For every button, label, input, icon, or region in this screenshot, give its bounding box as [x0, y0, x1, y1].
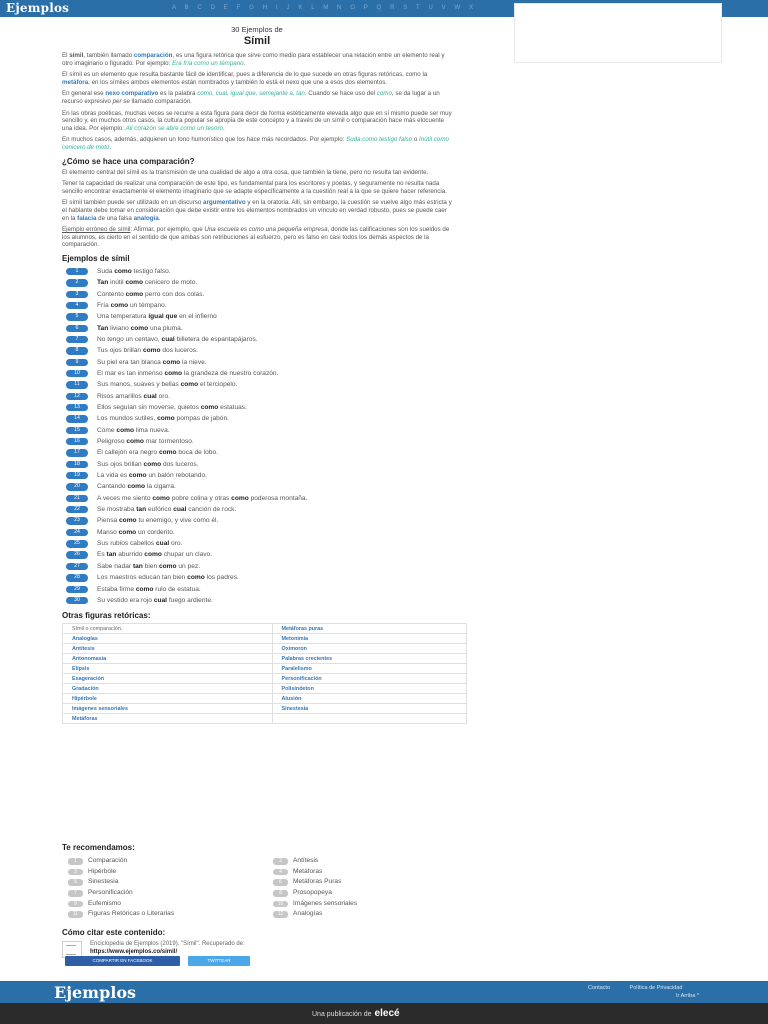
- paragraph: El símil es un elemento que resulta bastante fácil de identificar, pues a diferencia de lo que sucede en otras figuras retóricas, como la metáfora, en los símiles ambos elementos están nombrados y también lo está el nexo que une a esos dos elementos.: [62, 71, 428, 86]
- figure-link[interactable]: Símil o comparación.: [63, 624, 273, 634]
- ad-slot: [514, 3, 722, 63]
- paragraph: Ejemplo erróneo de símil: Afirmar, por ejemplo, que Una escuela es como una pequeña empresa, donde las calificaciones son los sueldos de los alumnos, es cierto en el sentido de que ambas son retribuciones al esfuerzo, pero es falso en casi todos los demás aspectos de la comparación.: [62, 226, 450, 249]
- recommendation-label: Imágenes sensoriales: [293, 899, 358, 907]
- table-row: [63, 664, 467, 674]
- section-heading: Ejemplos de símil: [62, 253, 130, 263]
- recommendations: [62, 838, 482, 920]
- list-item: 23 Piensa como tu enemigo, y vive como él.: [62, 515, 452, 526]
- recommendation-link[interactable]: [62, 856, 267, 867]
- list-item: 21 A veces me siento como pobre colina y otras como poderosa montaña.: [62, 493, 452, 504]
- figure-link[interactable]: Oxímoron: [272, 644, 466, 654]
- recommendation-number-badge: 11: [68, 911, 83, 918]
- example-number-badge: 4: [66, 302, 88, 309]
- example-number-badge: 27: [66, 563, 88, 570]
- recommendation-label: Analogías: [293, 910, 323, 918]
- recommendation-label: Personificación: [88, 889, 133, 897]
- recommendation-link[interactable]: [267, 909, 472, 920]
- list-item: 5 Una temperatura igual que en el infierno: [62, 311, 452, 322]
- list-item: 4 Fría como un témpano.: [62, 300, 452, 311]
- paragraph: En muchos casos, además, adquieren un tono humorístico que los hace más recordados. Por ejemplo: Suda como testigo falso o Inútil como cenicero de moto.: [62, 136, 449, 151]
- link-argumentativo[interactable]: argumentativo: [203, 199, 246, 207]
- example-number-badge: 8: [66, 347, 88, 354]
- recommendation-number-badge: 7: [68, 890, 83, 897]
- list-item: 13 Ellos seguían sin moverse, quietos como estatuas.: [62, 402, 452, 413]
- list-item: 7 No tengo un centavo, cual billetera de espantapájaros.: [62, 334, 452, 345]
- figure-link[interactable]: Exageración: [63, 674, 273, 684]
- list-item: 10 El mar es tan inmenso como la grandeza de nuestro corazón.: [62, 368, 452, 379]
- site-logo[interactable]: Ejemplos: [6, 1, 70, 15]
- recommendation-link[interactable]: [267, 856, 472, 867]
- section-heading: Te recomendamos:: [62, 843, 135, 852]
- figure-link[interactable]: Metáforas puras: [272, 624, 466, 634]
- recommendations-grid: [62, 856, 482, 920]
- page-title: Símil: [243, 35, 271, 47]
- link-falacia[interactable]: falacia: [77, 214, 97, 222]
- recommendation-number-badge: 4: [273, 869, 288, 876]
- example-number-badge: 14: [66, 415, 88, 422]
- list-item: 15 Come como lima nueva.: [62, 425, 452, 436]
- share-twitter-button[interactable]: TWITTEAR: [188, 956, 250, 966]
- table-row: [63, 644, 467, 654]
- figure-link[interactable]: Imágenes sensoriales: [63, 704, 273, 714]
- recommendation-number-badge: 2: [273, 858, 288, 865]
- example-number-badge: 18: [66, 461, 88, 468]
- table-row: [63, 714, 467, 724]
- list-item: 1 Suda como testigo falso.: [62, 266, 452, 277]
- list-item: 8 Tus ojos brillan como dos luceros.: [62, 345, 452, 356]
- list-item: 30 Su vestido era rojo cual fuego ardiente.: [62, 595, 452, 606]
- example-number-badge: 5: [66, 313, 88, 320]
- example-number-badge: 12: [66, 393, 88, 400]
- list-item: 14 Los mundos sutiles, como pompas de jabón.: [62, 413, 452, 424]
- section-heading: ¿Cómo se hace una comparación?: [62, 156, 195, 166]
- list-item: 26 Es tan aburrido como chupar un clavo.: [62, 549, 452, 560]
- recommendation-label: Hipérbole: [88, 867, 117, 875]
- recommendation-link[interactable]: [62, 909, 267, 920]
- example-number-badge: 7: [66, 336, 88, 343]
- list-item: 19 La vida es como un balón rebotando.: [62, 470, 452, 481]
- list-item: 22 Se mostraba tan eufórico cual canción de rock.: [62, 504, 452, 515]
- list-item: 20 Cantando como la cigarra.: [62, 481, 452, 492]
- list-item: 16 Peligroso como mar tormentoso.: [62, 436, 452, 447]
- figure-link[interactable]: Metonimia: [272, 634, 466, 644]
- figure-link[interactable]: Gradación: [63, 684, 273, 694]
- list-item: 25 Sus rubios cabellos cual oro.: [62, 538, 452, 549]
- recommendation-number-badge: 10: [273, 901, 288, 908]
- recommendation-label: Sinestesia: [88, 878, 119, 886]
- recommendation-link[interactable]: [267, 877, 472, 888]
- example-number-badge: 28: [66, 574, 88, 581]
- list-item: 18 Sus ojos brillan como dos luceros.: [62, 459, 452, 470]
- recommendation-link[interactable]: [267, 899, 472, 910]
- recommendation-label: Prosopopeya: [293, 889, 332, 897]
- section-heading: Cómo citar este contenido:: [62, 928, 166, 937]
- example-number-badge: 26: [66, 551, 88, 558]
- example-number-badge: 9: [66, 359, 88, 366]
- list-item: 29 Estaba firme como rulo de estatua.: [62, 584, 452, 595]
- paragraph: Tener la capacidad de realizar una comparación de este tipo, es fundamental para los escritores y poetas, y seguramente no resulta nada sencillo encontrar exactamente el elemento imaginario que se adapte específicamente a la cuestión real a la que se quiere hacer referencia.: [62, 180, 447, 195]
- link-nexo-comparativo[interactable]: nexo comparativo: [105, 90, 159, 98]
- paragraph: El elemento central del símil es la transmisión de una cualidad de algo a otra cosa, que también la tiene, pero no resulta tan evidente.: [62, 168, 429, 176]
- figure-link[interactable]: Polisíndeton: [272, 684, 466, 694]
- figure-link[interactable]: Sinestesia: [272, 704, 466, 714]
- article-supertitle: 30 Ejemplos de: [231, 25, 283, 34]
- contacto-link[interactable]: Contacto: [588, 985, 611, 991]
- citation-url[interactable]: https://www.ejemplos.co/simil/: [90, 948, 178, 955]
- example-number-badge: 21: [66, 495, 88, 502]
- examples-list: [62, 266, 452, 606]
- recommendation-number-badge: 6: [273, 879, 288, 886]
- article: [62, 22, 452, 724]
- figure-link[interactable]: Alusión: [272, 694, 466, 704]
- recommendation-number-badge: 5: [68, 879, 83, 886]
- recommendation-number-badge: 9: [68, 901, 83, 908]
- example-number-badge: 25: [66, 540, 88, 547]
- list-item: 3 Contento como perro con dos colas.: [62, 289, 452, 300]
- paragraph: En las obras poéticas, muchas veces se recurre a esta figura para decir de forma estéticamente elevada algo que en sí mismo puede ser muy sencillo y, en muchos otros casos, la cultura popular se apropia de este concepto y a través de un símil o comparación hace más elocuente una idea. Por ejemplo: Ali corazón se abre como un tesoro.: [62, 109, 452, 132]
- example-number-badge: 11: [66, 381, 88, 388]
- example-number-badge: 10: [66, 370, 88, 377]
- example-number-badge: 22: [66, 506, 88, 513]
- recommendation-label: Metáforas Puras: [293, 878, 342, 886]
- table-row: [63, 694, 467, 704]
- table-row: [63, 624, 467, 634]
- figure-link[interactable]: Analogías: [63, 634, 273, 644]
- recommendation-link[interactable]: [62, 867, 267, 878]
- list-item: 2 Tan inútil como cenicero de moto.: [62, 277, 452, 288]
- figure-link[interactable]: Metáforas: [63, 714, 273, 724]
- table-row: [63, 654, 467, 664]
- back-to-top-link[interactable]: Ir Arriba ^: [676, 993, 700, 999]
- table-row: [63, 704, 467, 714]
- figure-link[interactable]: Paralelismo: [272, 664, 466, 674]
- figure-link: [272, 714, 466, 724]
- recommendation-link[interactable]: [267, 867, 472, 878]
- recommendation-label: Metáforas: [293, 867, 323, 875]
- recommendation-link[interactable]: [267, 888, 472, 899]
- recommendation-number-badge: 1: [68, 858, 83, 865]
- example-number-badge: 16: [66, 438, 88, 445]
- citation: [62, 923, 482, 958]
- recommendation-number-badge: 8: [273, 890, 288, 897]
- share-facebook-button[interactable]: COMPARTIR EN FACEBOOK: [65, 956, 180, 966]
- publisher-bar: [0, 1003, 768, 1024]
- list-item: 17 El callejón era negro como boca de lobo.: [62, 447, 452, 458]
- example-number-badge: 29: [66, 586, 88, 593]
- example-number-badge: 15: [66, 427, 88, 434]
- list-item: 27 Sabe nadar tan bien como un pez.: [62, 561, 452, 572]
- recommendation-link[interactable]: [62, 888, 267, 899]
- footer-logo[interactable]: Ejemplos: [54, 983, 137, 1002]
- list-item: 24 Manso como un corderito.: [62, 527, 452, 538]
- figure-link[interactable]: Antítesis: [63, 644, 273, 654]
- paragraph: El símil, también llamado comparación, es una figura retórica que sirve como medio para establecer una relación entre un elemento real y otro imaginario o figurado. Por ejemplo: Era fría como un témpano.: [62, 52, 445, 67]
- example-number-badge: 17: [66, 449, 88, 456]
- example-number-badge: 19: [66, 472, 88, 479]
- list-item: 28 Los maestros educan tan bien como los padres.: [62, 572, 452, 583]
- publisher-label: Una publicación de: [312, 1011, 372, 1018]
- recommendation-number-badge: 3: [68, 869, 83, 876]
- recommendation-label: Eufemismo: [88, 899, 121, 907]
- example-number-badge: 6: [66, 325, 88, 332]
- example-number-badge: 13: [66, 404, 88, 411]
- list-item: 9 Su piel era tan blanca como la nieve.: [62, 357, 452, 368]
- link-comparacion[interactable]: comparación: [133, 52, 173, 59]
- figure-link[interactable]: Elipsis: [63, 664, 273, 674]
- list-item: 12 Risos amarillos cual oro.: [62, 391, 452, 402]
- recommendation-label: Antítesis: [293, 857, 319, 864]
- paragraph: El símil también puede ser utilizado en un discurso argumentativo y en la oratoria. Allí, sin embargo, la cuestión se vuelve algo más estricta y el hablante debe tomar en consideración que debe existir entre los elementos nombrados un vínculo en verdad robusto, pues se puede caer en la falacia de una falsa analogía.: [62, 199, 452, 222]
- recommendation-label: Comparación: [88, 857, 128, 864]
- paragraph: En general ese nexo comparativo es la palabra como, cual, igual que, semejante a, tan. Cuando se hace uso del como, se da lugar a un recurso expresivo per se llamado comparación.: [62, 90, 440, 105]
- section-heading: Otras figuras retóricas:: [62, 611, 151, 621]
- figure-link[interactable]: Palabras crecientes: [272, 654, 466, 664]
- recommendation-link[interactable]: [62, 877, 267, 888]
- citation-text: Enciclopedia de Ejemplos (2019). "Símil". Recuperado de:: [90, 941, 245, 947]
- publisher-logo[interactable]: elecé: [374, 1008, 400, 1019]
- figure-link[interactable]: Antonomasia: [63, 654, 273, 664]
- table-row: [63, 634, 467, 644]
- recommendation-label: Figuras Retóricas o Literarias: [88, 910, 175, 918]
- table-row: [63, 684, 467, 694]
- figures-table: [62, 623, 467, 724]
- list-item: 6 Tan liviano como una pluma.: [62, 323, 452, 334]
- link-metafora[interactable]: metáfora: [62, 78, 89, 86]
- example-number-badge: 30: [66, 597, 88, 604]
- figure-link[interactable]: Hipérbole: [63, 694, 273, 704]
- recommendation-link[interactable]: [62, 899, 267, 910]
- link-analogia[interactable]: analogía: [133, 214, 159, 222]
- alphabet-index[interactable]: A B C D E F G H I J K L M N O P Q R S T U V W X: [172, 5, 477, 11]
- example-number-badge: 23: [66, 517, 88, 524]
- privacy-link[interactable]: Política de Privacidad: [629, 985, 683, 991]
- example-number-badge: 1: [66, 268, 88, 275]
- table-row: [63, 674, 467, 684]
- example-number-badge: 3: [66, 291, 88, 298]
- example-number-badge: 20: [66, 483, 88, 490]
- example-number-badge: 24: [66, 529, 88, 536]
- recommendation-number-badge: 12: [273, 911, 288, 918]
- list-item: 11 Sus manos, suaves y bellas como el terciopelo.: [62, 379, 452, 390]
- figure-link[interactable]: Personificación: [272, 674, 466, 684]
- example-number-badge: 2: [66, 279, 88, 286]
